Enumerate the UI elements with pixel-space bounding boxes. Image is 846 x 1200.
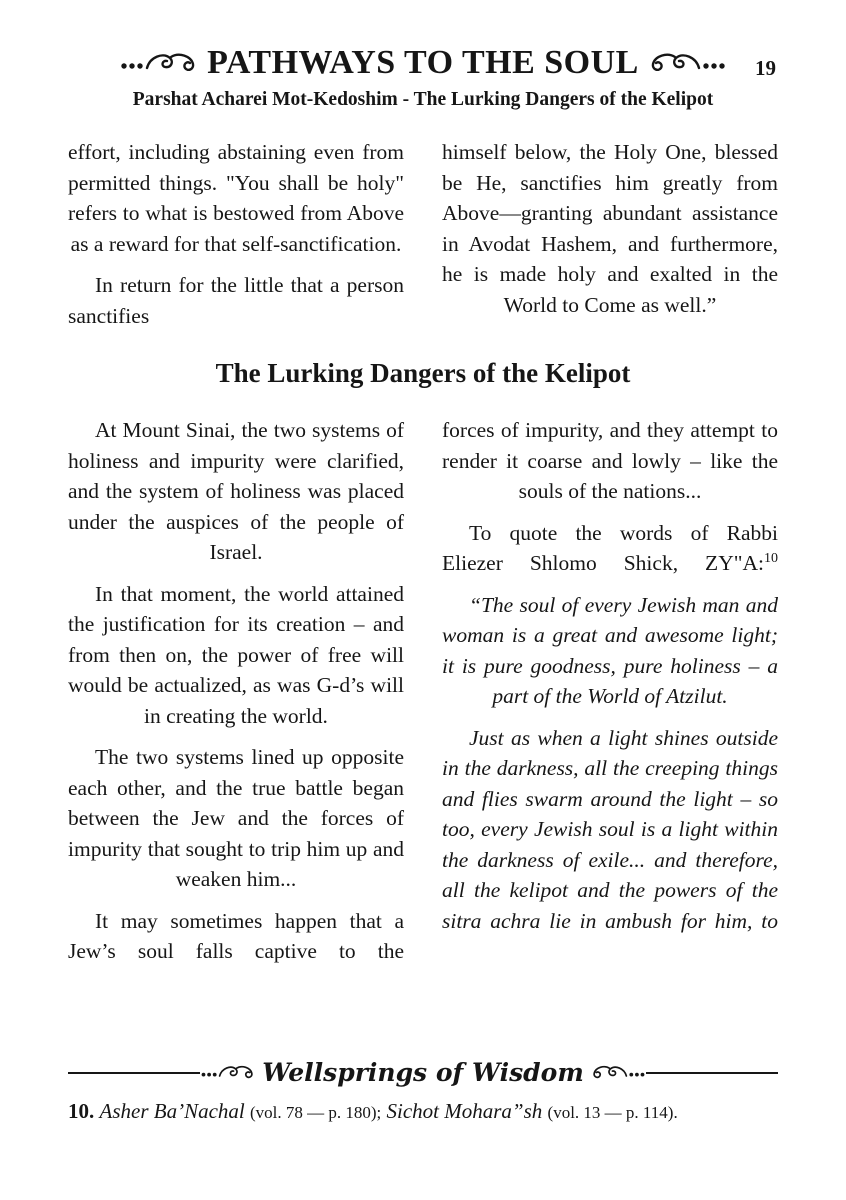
- paragraph: In return for the little that a person sanctifies: [68, 273, 404, 328]
- footnote-number: 10.: [68, 1099, 95, 1123]
- page-footer: [68, 1058, 778, 1124]
- flourish-left-icon: [200, 1063, 256, 1082]
- paragraph: It may sometimes happen that a Jew’s soul falls captive to the: [68, 908, 404, 963]
- footer-ornament-title: Wellsprings of Wisdom: [262, 1058, 584, 1087]
- section-kelipot: [68, 415, 778, 978]
- paragraph: [442, 518, 778, 579]
- paragraph: In that moment, the world attained the justification for its creation – and from then on, the power of free will would be actualized, as was G-d’s will in creating the world.: [68, 581, 404, 728]
- column-right: [442, 415, 778, 978]
- paragraph: himself below, the Holy One, blessed be He, sanctifies him greatly from Above—granting abundant assistance in Avodat Hashem, and furthermore, he is made holy and exalted in the World to Come as well.”: [442, 140, 778, 317]
- quote-paragraph: “The soul of every Jewish man and woman is a great and awesome light; it is pure goodness, pure holiness – a part of the World of Atzilut.: [442, 592, 778, 708]
- paragraph: At Mount Sinai, the two systems of holiness and impurity were clarified, and the system of holiness was placed under the auspices of the people of Israel.: [68, 418, 404, 564]
- paragraph: The two systems lined up opposite each other, and the true battle began between the Jew and the forces of impurity that sought to trip him up and weaken him...: [68, 745, 404, 891]
- paragraph: forces of impurity, and they attempt to render it coarse and lowly – like the souls of the nations...: [442, 418, 778, 503]
- page-number: 19: [755, 56, 776, 80]
- column-left: [68, 415, 404, 978]
- quote-paragraph: Just as when a light shines outside in the darkness, all the creeping things and flies swarm around the light – so too, every Jewish soul is a light within the darkness of exile... and therefore, all the kelipot and the powers of the sitra achra lie in ambush for him, to: [442, 725, 778, 933]
- rule-line-left: [68, 1072, 200, 1074]
- footnote-source-title: Sichot Mohara”sh: [386, 1099, 543, 1123]
- title-line: [68, 44, 778, 82]
- chapter-subtitle: Parshat Acharei Mot-Kedoshim - The Lurking Dangers of the Kelipot: [132, 89, 714, 110]
- book-title: PATHWAYS TO THE SOUL: [207, 44, 639, 81]
- footnote-marker: 10: [764, 551, 778, 566]
- column-left: [68, 137, 404, 342]
- flourish-right-icon: [647, 50, 727, 76]
- footnote-source-ref: (vol. 13 — p. 114).: [547, 1103, 678, 1122]
- column-right: [442, 137, 778, 342]
- page-body: [68, 137, 778, 978]
- footnote-source-title: Asher Ba’Nachal: [99, 1099, 245, 1123]
- section-heading: The Lurking Dangers of the Kelipot: [215, 358, 631, 388]
- flourish-right-icon: [590, 1063, 646, 1082]
- rule-line-right: [646, 1072, 778, 1074]
- page-header: [68, 44, 778, 111]
- flourish-left-icon: [119, 50, 199, 76]
- paragraph-text: To quote the words of Rabbi Eliezer Shlomo Shick, ZY"A:: [442, 520, 778, 575]
- section-self-sanctification: [68, 137, 778, 342]
- footnote: [68, 1099, 778, 1124]
- footer-ornament-rule: [68, 1058, 778, 1087]
- paragraph: effort, including abstaining even from permitted things. "You shall be holy" refers to what is bestowed from Above as a reward for that self-sanctification.: [68, 140, 404, 256]
- footnote-source-ref: (vol. 78 — p. 180);: [249, 1103, 382, 1122]
